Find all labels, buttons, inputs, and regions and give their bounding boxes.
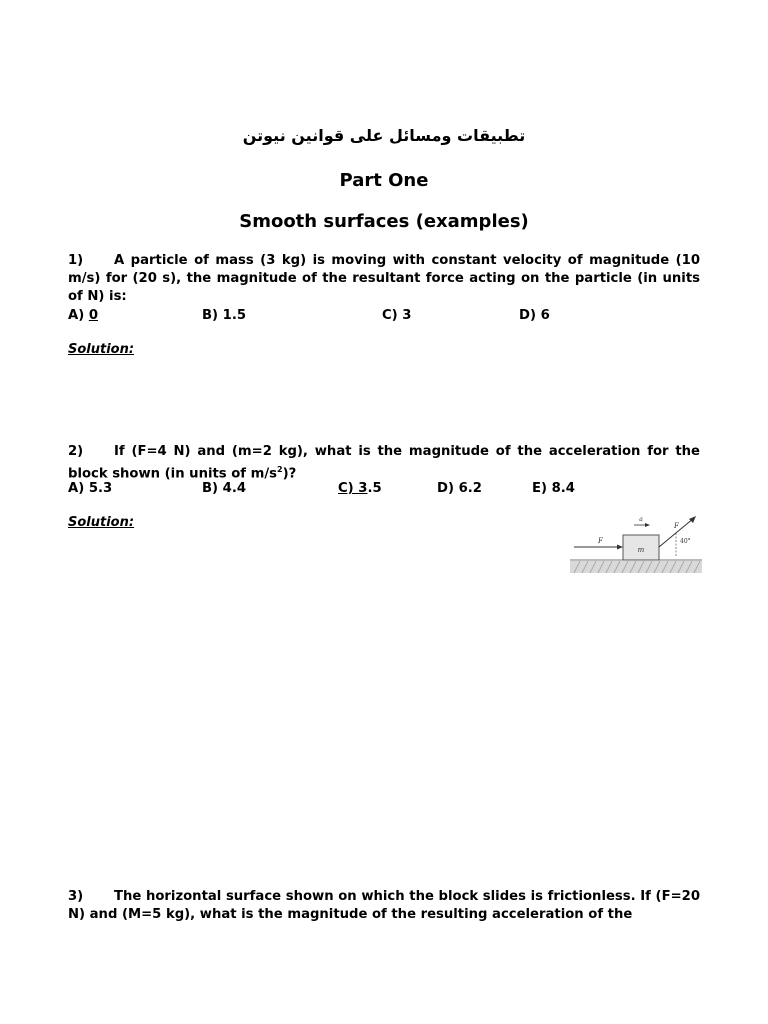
choice-d: D) 6 (519, 308, 550, 323)
question-2-choices (68, 481, 708, 499)
choice-b: B) 4.4 (202, 481, 247, 496)
choice-e: E) 8.4 (532, 481, 575, 496)
block-diagram (568, 512, 704, 576)
force-label-angled: F (674, 522, 679, 530)
superscript: 2 (277, 465, 283, 474)
question-3 (68, 888, 700, 924)
section-title: Smooth surfaces (examples) (239, 211, 529, 232)
question-number: 2) (68, 444, 84, 459)
acceleration-label: a (639, 516, 643, 523)
correct-answer: C) 3 (338, 481, 368, 496)
choice-c: C) 3 (382, 308, 412, 323)
choice-a: A) 5.3 (68, 481, 113, 496)
choice-b: B) 1.5 (202, 308, 247, 323)
mass-label: m (637, 546, 645, 554)
question-text: The horizontal surface shown on which the block slides is frictionless. If (F=20 N) and (M=5 kg), what is the magnitude of the resulting acceleration of the (68, 889, 700, 922)
question-1-choices (68, 308, 708, 326)
part-title: Part One (339, 170, 429, 191)
question-text: If (F=4 N) and (m=2 kg), what is the magnitude of the acceleration for the block shown (in units of m/s (68, 444, 700, 482)
question-number: 1) (68, 253, 84, 268)
correct-answer: 0 (88, 308, 99, 323)
question-text: A particle of mass (3 kg) is moving with constant velocity of magnitude (10 m/s) for (20 s), the magnitude of the resultant force acting on the particle (in units of N) is: (68, 253, 700, 304)
question-2: 2) If (F=4 N) and (m=2 kg), what is the magnitude of the acceleration for the block shown (in units of $m/s^2$)? (68, 444, 700, 482)
arabic-title: تطبيقات ومسائل على قوانين نيوتن (242, 126, 526, 145)
force-label-left: F (598, 537, 603, 545)
choice-d: D) 6.2 (437, 481, 482, 496)
solution-label: Solution: (68, 515, 135, 530)
question-number: 3) (68, 889, 84, 904)
choice-a: A) 0 (68, 308, 99, 323)
angle-label: 40° (680, 538, 691, 545)
question-1 (68, 252, 700, 306)
ground-surface (570, 560, 702, 573)
choice-c: C) 3.5 (338, 481, 382, 496)
solution-label: Solution: (68, 342, 135, 357)
